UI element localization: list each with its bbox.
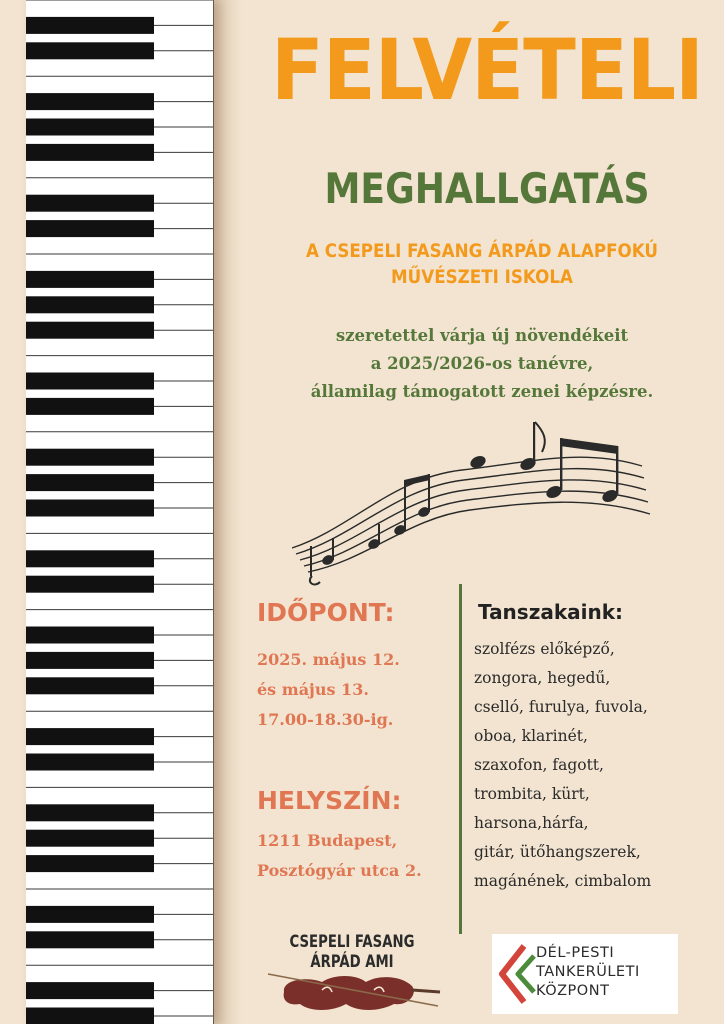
piano-black-key	[26, 93, 154, 110]
piano-black-key	[26, 17, 154, 34]
piano-black-key	[26, 449, 154, 466]
piano-black-key	[26, 754, 154, 771]
time-line2: és május 13.	[257, 680, 369, 699]
column-divider	[459, 584, 462, 934]
piano-black-key	[26, 474, 154, 491]
piano-black-key	[26, 195, 154, 212]
school-logo	[262, 932, 442, 1016]
district-logo-text	[536, 944, 640, 1001]
piano-black-key	[26, 144, 154, 161]
music-notes-icon	[292, 418, 664, 594]
piano-black-key	[26, 373, 154, 390]
school-name	[288, 238, 675, 290]
piano-black-key	[26, 576, 154, 593]
piano-black-key	[26, 906, 154, 923]
school-logo-text: CSEPELI FASANG ÁRPÁD AMI	[289, 932, 415, 972]
departments-heading: Tanszakaink:	[478, 600, 624, 624]
district-line1: DÉL-PESTI	[536, 945, 615, 961]
piano-black-key	[26, 500, 154, 517]
department-item: magánének, cimbalom	[474, 872, 652, 890]
page-subtitle: MEGHALLGATÁS	[324, 164, 650, 213]
piano-black-key	[26, 728, 154, 745]
piano-black-key	[26, 42, 154, 59]
piano-black-key	[26, 982, 154, 999]
piano-black-key	[26, 220, 154, 237]
intro-line1: szeretettel várja új növendékeit	[335, 326, 629, 345]
piano-black-key	[26, 398, 154, 415]
piano-black-key	[26, 322, 154, 339]
school-name-line1: A CSEPELI FASANG ÁRPÁD ALAPFOKÚ	[306, 240, 658, 262]
location-details	[257, 826, 422, 886]
piano-shadow	[214, 0, 242, 1024]
page-title: FELVÉTELI	[270, 21, 703, 119]
intro-text	[262, 322, 702, 406]
district-logo	[492, 934, 678, 1014]
department-item: szolfézs előképző,	[474, 640, 615, 658]
department-item: cselló, furulya, fuvola,	[474, 698, 648, 716]
piano-black-key	[26, 830, 154, 847]
location-line1: 1211 Budapest,	[257, 831, 398, 850]
piano-black-key	[26, 652, 154, 669]
department-item: gitár, ütőhangszerek,	[474, 843, 641, 861]
time-heading: IDŐPONT:	[257, 598, 395, 627]
piano-black-key	[26, 296, 154, 313]
intro-line3: államilag támogatott zenei képzésre.	[310, 382, 654, 401]
piano-keys	[26, 0, 214, 1024]
piano-black-key	[26, 550, 154, 567]
department-item: zongora, hegedű,	[474, 669, 611, 687]
department-item: oboa, klarinét,	[474, 727, 588, 745]
intro-line2: a 2025/2026-os tanévre,	[370, 354, 594, 373]
piano-black-key	[26, 677, 154, 694]
school-name-line2: MŰVÉSZETI ISKOLA	[391, 266, 573, 288]
piano-black-key	[26, 855, 154, 872]
department-item: szaxofon, fagott,	[474, 756, 604, 774]
piano-black-key	[26, 804, 154, 821]
time-line1: 2025. május 12.	[257, 650, 400, 669]
location-heading: HELYSZÍN:	[257, 786, 402, 815]
department-item: harsona,hárfa,	[474, 814, 589, 832]
k-logo-icon	[498, 944, 538, 1004]
piano-black-key	[26, 627, 154, 644]
piano-black-key	[26, 271, 154, 288]
district-line3: KÖZPONT	[536, 983, 610, 999]
piano-black-key	[26, 931, 154, 948]
departments-list	[474, 635, 651, 896]
piano-black-key	[26, 1008, 154, 1024]
department-item: trombita, kürt,	[474, 785, 590, 803]
piano-black-key	[26, 119, 154, 136]
time-line3: 17.00-18.30-ig.	[257, 710, 394, 729]
time-details	[257, 645, 400, 735]
location-line2: Posztógyár utca 2.	[257, 861, 422, 880]
district-line2: TANKERÜLETI	[536, 964, 640, 980]
piano-keyboard-icon	[26, 0, 214, 1024]
violin-icon	[262, 932, 442, 1016]
